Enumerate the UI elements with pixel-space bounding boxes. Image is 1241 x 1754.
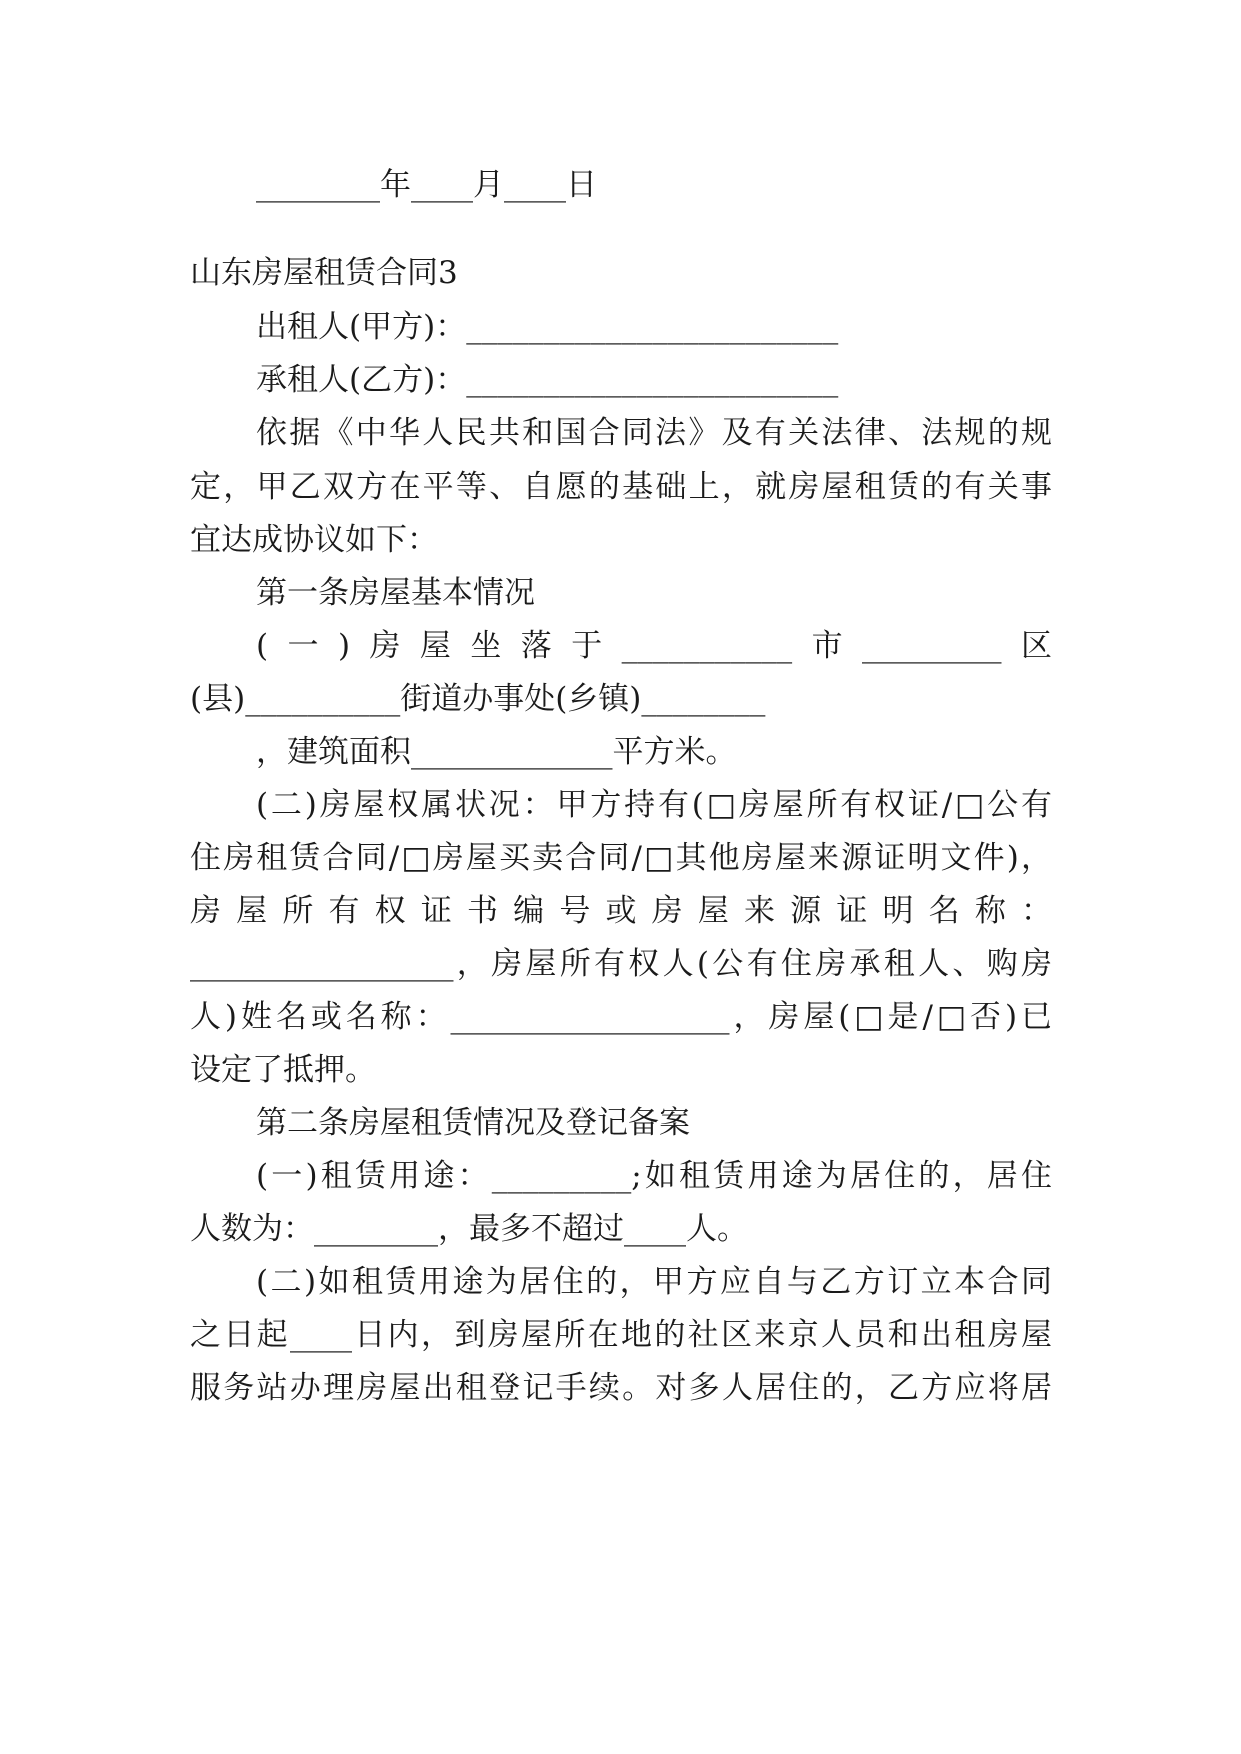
paragraph-line: (县)__________街道办事处(乡镇)________ <box>190 681 766 717</box>
paragraph-line: 依据《中华人民共和国合同法》及有关法律、法规的规 <box>256 415 1052 451</box>
section-heading: 第二条房屋租赁情况及登记备案 <box>256 1105 690 1141</box>
paragraph-line: (二)房屋权属状况：甲方持有(□房屋所有权证/□公有 <box>256 787 1052 823</box>
paragraph-line: 设定了抵押。 <box>190 1052 376 1088</box>
date-line: ________年____月____日 <box>256 167 597 203</box>
section-heading: 第一条房屋基本情况 <box>256 575 535 611</box>
paragraph-line: 之日起____日内，到房屋所在地的社区来京人员和出租房屋 <box>190 1317 1052 1353</box>
lessor-line: 出租人(甲方)：________________________ <box>256 309 839 345</box>
paragraph-line: (一)租赁用途：_________;如租赁用途为居住的，居住 <box>256 1158 1052 1194</box>
paragraph-line: ，建筑面积_____________平方米。 <box>256 734 737 770</box>
paragraph-line: 宜达成协议如下： <box>190 522 438 558</box>
paragraph-line: 服务站办理房屋出租登记手续。对多人居住的，乙方应将居 <box>190 1370 1052 1406</box>
contract-title: 山东房屋租赁合同3 <box>190 255 458 291</box>
paragraph-line: (二)如租赁用途为居住的，甲方应自与乙方订立本合同 <box>256 1264 1052 1300</box>
paragraph-line: (一)房屋坐落于___________市_________区 <box>256 628 1052 664</box>
lessee-line: 承租人(乙方)：________________________ <box>256 362 839 398</box>
paragraph-line: 住房租赁合同/□房屋买卖合同/□其他房屋来源证明文件)， <box>190 840 1052 876</box>
paragraph-line: 人)姓名或名称：__________________，房屋(□是/□否)已 <box>190 999 1052 1035</box>
paragraph-line: 房屋所有权证书编号或房屋来源证明名称： <box>190 893 1052 929</box>
paragraph-line: 人数为：________，最多不超过____人。 <box>190 1211 748 1247</box>
paragraph-line: 定，甲乙双方在平等、自愿的基础上，就房屋租赁的有关事 <box>190 469 1052 505</box>
paragraph-line: _________________，房屋所有权人(公有住房承租人、购房 <box>190 946 1052 982</box>
